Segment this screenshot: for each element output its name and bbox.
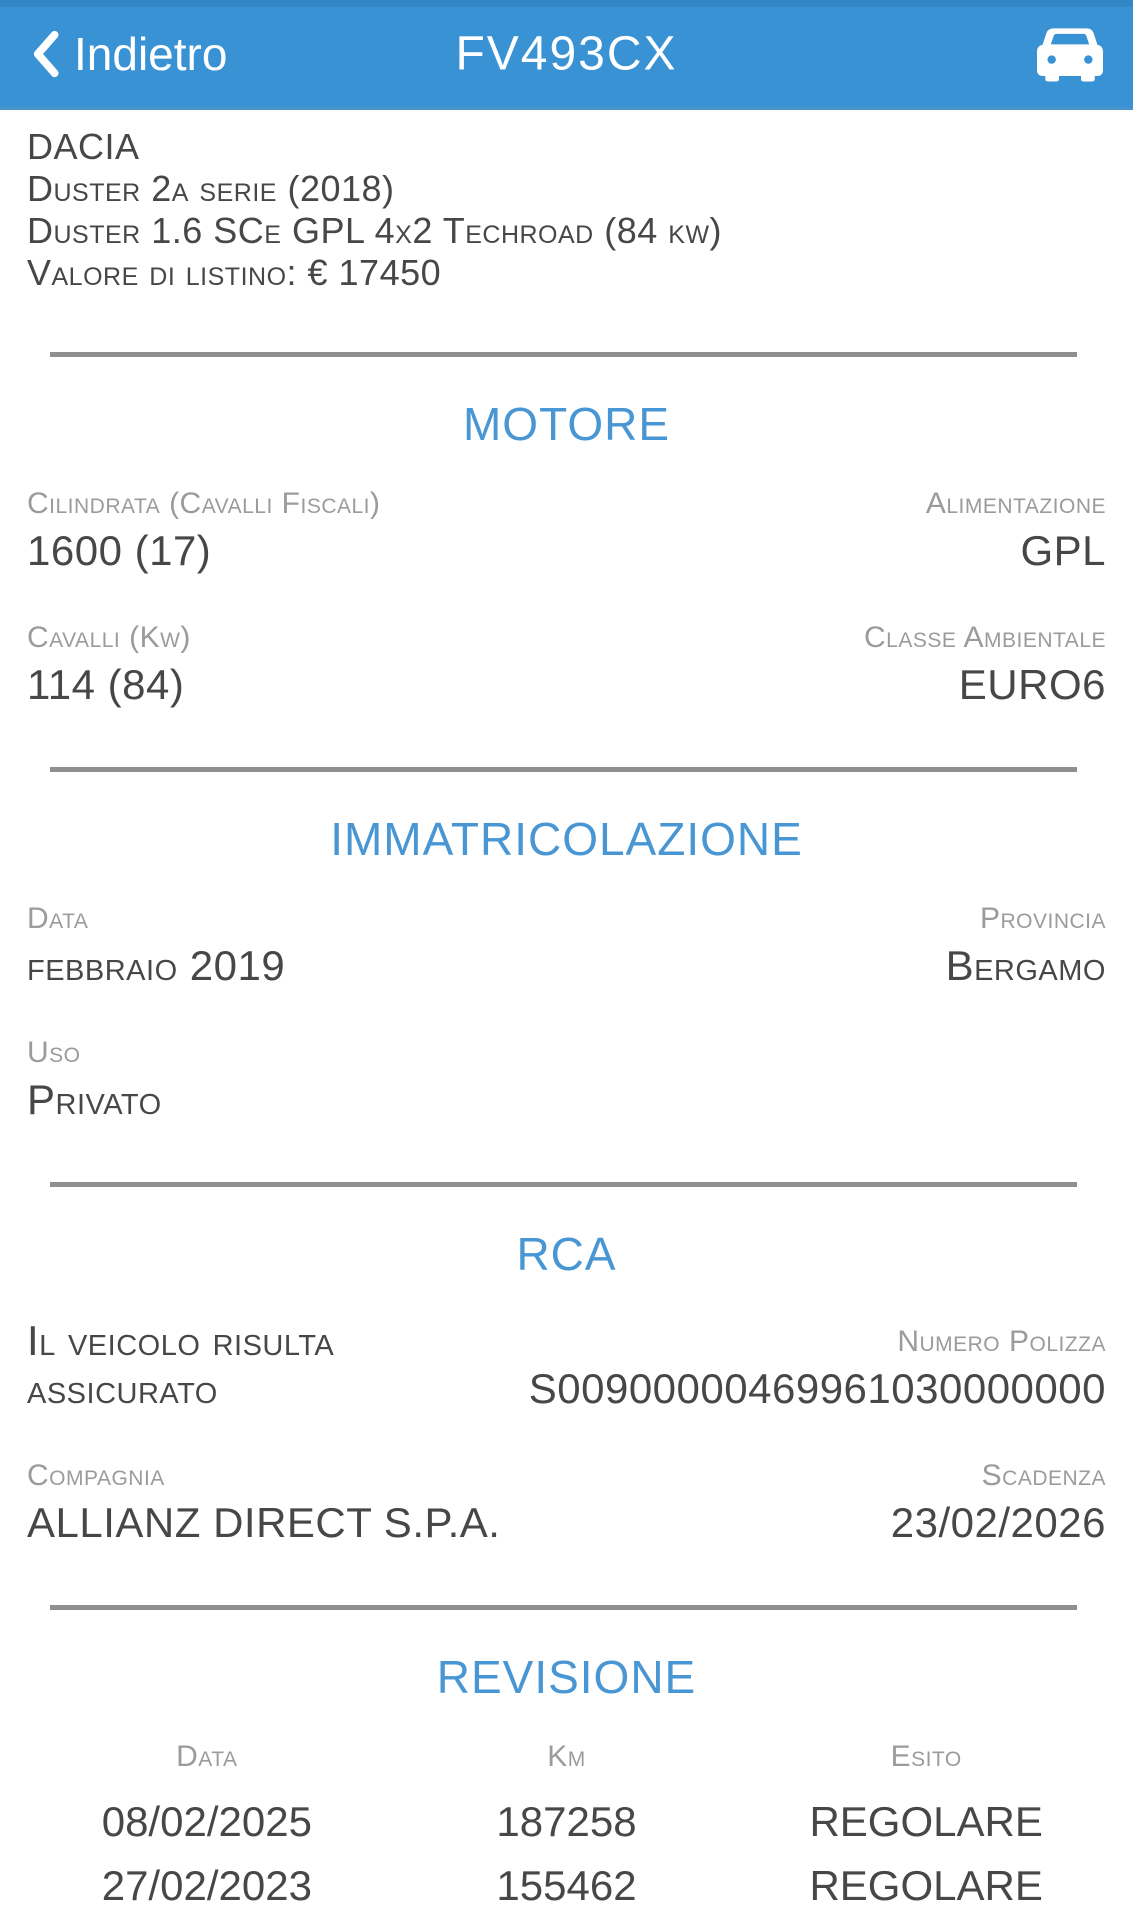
revisione-row-esito: REGOLARE: [809, 1862, 1043, 1909]
revisione-col-data: Data: [176, 1740, 238, 1773]
vehicle-make: DACIA: [27, 126, 140, 167]
field-label: Classe Ambientale: [863, 621, 1106, 654]
section-immatricolazione: [27, 812, 1106, 1124]
field-value: ALLIANZ DIRECT S.P.A.: [27, 1499, 501, 1546]
section-title-rca: RCA: [516, 1228, 617, 1280]
revisione-col-km: Km: [547, 1740, 586, 1773]
field-label: Provincia: [979, 902, 1106, 935]
nav-bar: [0, 0, 1133, 110]
field-label: Cavalli (Kw): [27, 621, 191, 654]
section-revisione: [27, 1650, 1106, 1910]
car-icon: [1037, 26, 1103, 82]
revisione-row-date: 08/02/2025: [101, 1798, 312, 1845]
field-value: febbraio 2019: [27, 942, 286, 989]
field-scadenza: [891, 1459, 1106, 1547]
vehicle-list-price: Valore di listino: € 17450: [27, 252, 442, 293]
back-button[interactable]: [30, 27, 227, 81]
field-value: EURO6: [958, 661, 1106, 708]
section-divider: [50, 1182, 1077, 1187]
field-label: Alimentazione: [925, 487, 1106, 520]
field-label: Data: [27, 902, 89, 935]
car-button[interactable]: [1037, 26, 1103, 82]
section-divider: [50, 352, 1077, 357]
vehicle-summary: [27, 126, 1106, 294]
section-title-revisione: REVISIONE: [436, 1651, 697, 1703]
field-compagnia: [27, 1459, 500, 1547]
field-value: 23/02/2026: [890, 1499, 1106, 1546]
revisione-row-esito: REGOLARE: [809, 1798, 1043, 1845]
field-numero-polizza: [529, 1325, 1106, 1413]
field-value: GPL: [1020, 527, 1106, 574]
field-value: S00900000469961030000000: [528, 1365, 1106, 1412]
revisione-row-date: 27/02/2023: [101, 1862, 312, 1909]
field-classe-ambientale: [864, 621, 1106, 709]
section-divider: [50, 767, 1077, 772]
revisione-row-km: 187258: [496, 1798, 637, 1845]
field-value: Il veicolo risulta assicurato: [27, 1317, 335, 1412]
field-label: Scadenza: [981, 1459, 1106, 1492]
field-label: Numero Polizza: [897, 1325, 1106, 1358]
field-stato-assicurazione: [27, 1317, 529, 1413]
section-title-motore: MOTORE: [462, 398, 671, 450]
field-data-immatricolazione: [27, 902, 285, 990]
field-alimentazione: [926, 487, 1106, 575]
chevron-left-icon: [30, 30, 60, 78]
field-value: 114 (84): [27, 661, 185, 708]
revisione-col-esito: Esito: [890, 1740, 962, 1773]
field-cavalli: [27, 621, 191, 709]
revisione-table: [27, 1740, 1106, 1910]
field-provincia: [946, 902, 1106, 990]
vehicle-series: Duster 2a serie (2018): [27, 168, 395, 209]
field-label: Uso: [27, 1036, 81, 1069]
field-label: Cilindrata (Cavalli Fiscali): [27, 487, 381, 520]
section-title-immatricolazione: IMMATRICOLAZIONE: [330, 813, 803, 865]
vehicle-version: Duster 1.6 SCe GPL 4x2 Techroad (84 kw): [27, 210, 723, 251]
section-motore: [27, 397, 1106, 709]
section-divider: [50, 1605, 1077, 1610]
field-value: Bergamo: [945, 942, 1106, 989]
vehicle-detail-page: [0, 110, 1133, 1910]
revisione-row-km: 155462: [496, 1862, 637, 1909]
field-label: Compagnia: [27, 1459, 165, 1492]
field-value: 1600 (17): [27, 527, 212, 574]
back-button-label: Indietro: [74, 27, 228, 80]
field-cilindrata: [27, 487, 381, 575]
page-title-plate: FV493CX: [455, 27, 678, 80]
section-rca: [27, 1227, 1106, 1547]
field-uso: [27, 1036, 162, 1124]
field-value: Privato: [27, 1076, 162, 1123]
